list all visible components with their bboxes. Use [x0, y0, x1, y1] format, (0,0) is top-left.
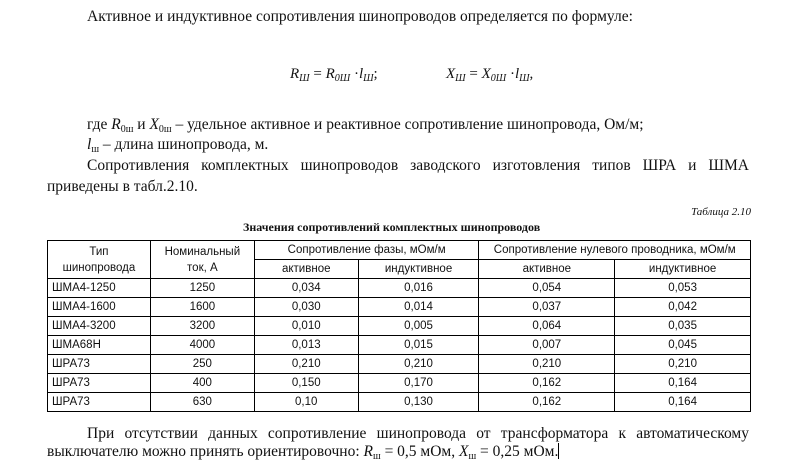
cell-value: 1250: [150, 279, 254, 298]
header-phase: Сопротивление фазы, мОм/м: [254, 241, 479, 260]
cell-value: 0,210: [615, 355, 751, 374]
cell-type: ШРА73: [48, 355, 151, 374]
header-type: Тип шинопровода: [48, 241, 151, 279]
cell-type: ШМА68Н: [48, 336, 151, 355]
cell-value: 0,10: [254, 393, 358, 412]
cell-value: 0,210: [479, 355, 615, 374]
header-neutral-active: активное: [479, 260, 615, 279]
cell-value: 0,162: [479, 374, 615, 393]
where-definition: где $R_{0ш}$ и $X_{0ш}$ – удельное активное и реактивное сопротивление шинопровода, Ом/м;: [87, 116, 644, 135]
cell-value: 0,150: [254, 374, 358, 393]
cell-value: 4000: [150, 336, 254, 355]
cell-value: 0,045: [615, 336, 751, 355]
text-cursor: [558, 443, 559, 459]
cell-value: 630: [150, 393, 254, 412]
table-caption: Значения сопротивлений комплектных шинопроводов: [243, 220, 541, 234]
header-phase-active: активное: [254, 260, 358, 279]
table-row: [48, 317, 751, 336]
cell-value: 1600: [150, 298, 254, 317]
length-definition: $l_ш$ – длина шинопровода, м.: [87, 136, 269, 155]
cell-type: ШРА73: [48, 374, 151, 393]
resistance-table: [47, 240, 751, 412]
formula-reactance: $X_Ш = X_{0Ш} \cdot l_Ш$,: [446, 66, 534, 84]
cell-value: 400: [150, 374, 254, 393]
cell-value: 0,014: [358, 298, 479, 317]
cell-type: ШМА4-3200: [48, 317, 151, 336]
table-row: [48, 279, 751, 298]
cell-value: 0,005: [358, 317, 479, 336]
cell-value: 3200: [150, 317, 254, 336]
cell-value: 0,210: [254, 355, 358, 374]
cell-value: 0,064: [479, 317, 615, 336]
cell-type: ШМА4-1600: [48, 298, 151, 317]
cell-value: 0,034: [254, 279, 358, 298]
table-row: [48, 374, 751, 393]
table-row: [48, 355, 751, 374]
header-phase-inductive: индуктивное: [358, 260, 479, 279]
cell-value: 0,016: [358, 279, 479, 298]
header-neutral: Сопротивление нулевого проводника, мОм/м: [479, 241, 751, 260]
table-row: [48, 393, 751, 412]
final-paragraph-line1: При отсутствии данных сопротивление шинопровода от трансформатора к автоматическому: [87, 425, 749, 442]
cell-value: 0,164: [615, 393, 751, 412]
cell-value: 0,053: [615, 279, 751, 298]
table-row: [48, 298, 751, 317]
cell-type: ШМА4-1250: [48, 279, 151, 298]
cell-value: 0,007: [479, 336, 615, 355]
cell-value: 0,130: [358, 393, 479, 412]
intro-text: Активное и индуктивное сопротивления шинопроводов определяется по формуле:: [87, 8, 633, 25]
cell-value: 0,010: [254, 317, 358, 336]
cell-type: ШРА73: [48, 393, 151, 412]
header-neutral-inductive: индуктивное: [615, 260, 751, 279]
cell-value: 0,170: [358, 374, 479, 393]
header-current: Номинальный ток, А: [150, 241, 254, 279]
table-number: Таблица 2.10: [691, 206, 751, 218]
final-paragraph-line2: выключателю можно принять ориентировочно: $R_ш = 0,5$ мОм, $X_ш = 0,25$ мОм.: [47, 443, 559, 462]
cell-value: 250: [150, 355, 254, 374]
formula-resistance: $R_Ш = R_{0Ш} \cdot l_Ш$;: [290, 66, 378, 84]
cell-value: 0,013: [254, 336, 358, 355]
cell-value: 0,035: [615, 317, 751, 336]
cell-value: 0,054: [479, 279, 615, 298]
cell-value: 0,162: [479, 393, 615, 412]
cell-value: 0,015: [358, 336, 479, 355]
cell-value: 0,037: [479, 298, 615, 317]
paragraph-table-ref-line1: Сопротивления комплектных шинопроводов заводского изготовления типов ШРА и ШМА: [87, 157, 749, 174]
cell-value: 0,042: [615, 298, 751, 317]
table-row: [48, 336, 751, 355]
cell-value: 0,030: [254, 298, 358, 317]
paragraph-table-ref-line2: приведены в табл.2.10.: [47, 178, 198, 195]
cell-value: 0,210: [358, 355, 479, 374]
cell-value: 0,164: [615, 374, 751, 393]
